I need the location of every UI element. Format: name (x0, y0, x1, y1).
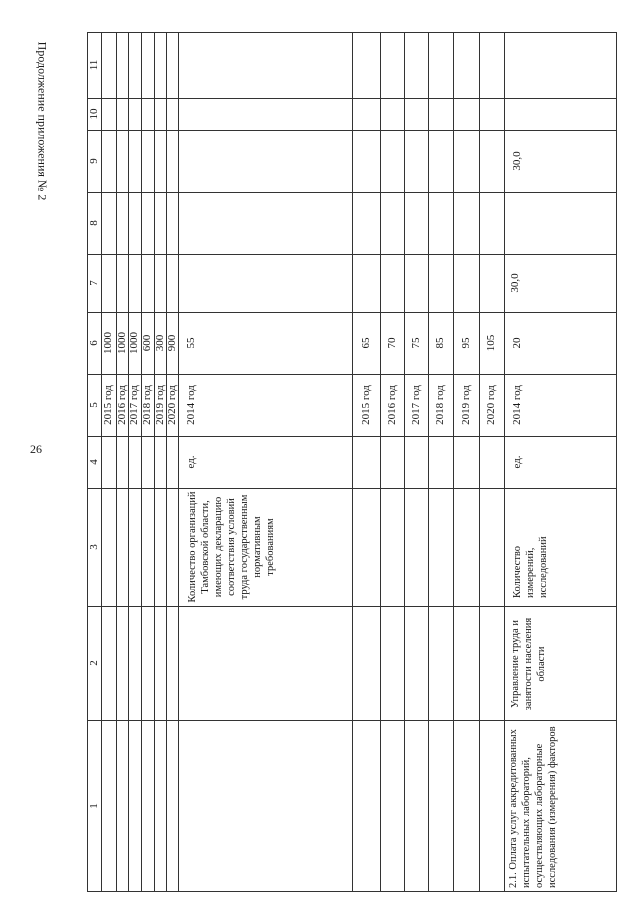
table-cell-text: 11 (88, 59, 100, 71)
table-cell-text: 95 (460, 337, 472, 349)
table-cell-text: 9 (88, 158, 100, 164)
table-cell-text: 20 (511, 337, 523, 349)
table-cell-text: ед. (185, 455, 197, 469)
table-cell-text: 2017 год (410, 385, 422, 425)
table-cell-text: 2019 год (154, 385, 166, 425)
table-cell-text: 10 (88, 108, 100, 120)
table-cell-text: 55 (185, 337, 197, 349)
table-cell-text: 70 (386, 337, 398, 349)
rotated-table (87, 32, 617, 892)
executor: Управление труда и занятости населения области (510, 617, 547, 711)
table-cell-text: 7 (88, 280, 100, 286)
table-cell-text: 900 (166, 334, 178, 352)
table-cell-text: 2014 год (511, 385, 523, 425)
table-cell-text: 6 (88, 340, 100, 346)
table-cell-text: 600 (141, 334, 153, 352)
running-title (36, 26, 48, 216)
table-cell-text: 2014 год (185, 385, 197, 425)
table-cell-text: 2020 год (485, 385, 497, 425)
measure-2-1: 2.1. Оплата услуг аккредитованных испытательных лабораторий, осуществляющих лабораторные исследования (измерения) факторов (508, 726, 558, 888)
table-cell-text: Продолжение приложения № 2 (35, 41, 50, 201)
table-cell-text: 2018 год (434, 385, 446, 425)
table-cell-text: 8 (88, 220, 100, 226)
table-cell-text: 2017 год (128, 385, 140, 425)
table-cell-text: 30,0 (511, 151, 523, 171)
table-cell-text: 2019 год (460, 385, 472, 425)
table-cell-text: 75 (410, 337, 422, 349)
table-cell-text: 2015 год (102, 385, 114, 425)
table-cell-text: ед. (511, 455, 523, 469)
table-cell-text: 1000 (128, 332, 140, 354)
table-cell-text: 65 (360, 337, 372, 349)
table-cell-text: 1 (88, 803, 100, 809)
table-cell-text: 300 (154, 334, 166, 352)
table-cell-text: 105 (485, 334, 497, 352)
indicator-measurements: Количество измерений, исследований (512, 536, 549, 598)
table-cell-text: 30,0 (509, 273, 521, 293)
table-cell-text: 1000 (116, 332, 128, 354)
table-cell-text: 2016 год (116, 385, 128, 425)
table-cell-text: 4 (88, 459, 100, 465)
table-cell-text: 2015 год (360, 385, 372, 425)
table-cell-text: 2018 год (141, 385, 153, 425)
table-cell-text: 3 (88, 544, 100, 550)
indicator-organizations: Количество организаций Тамбовской области, имеющих декларацию соответствия условий труда государственным нормативным требованиям (187, 491, 276, 603)
table-cell-text: 2 (88, 660, 100, 666)
table-cell-text: 5 (88, 402, 100, 408)
page-number: 26 (30, 442, 42, 456)
table-cell-text: 85 (434, 337, 446, 349)
table-cell-text: 2016 год (386, 385, 398, 425)
table-cell-text: 2020 год (166, 385, 178, 425)
table-cell-text: 1000 (102, 332, 114, 354)
